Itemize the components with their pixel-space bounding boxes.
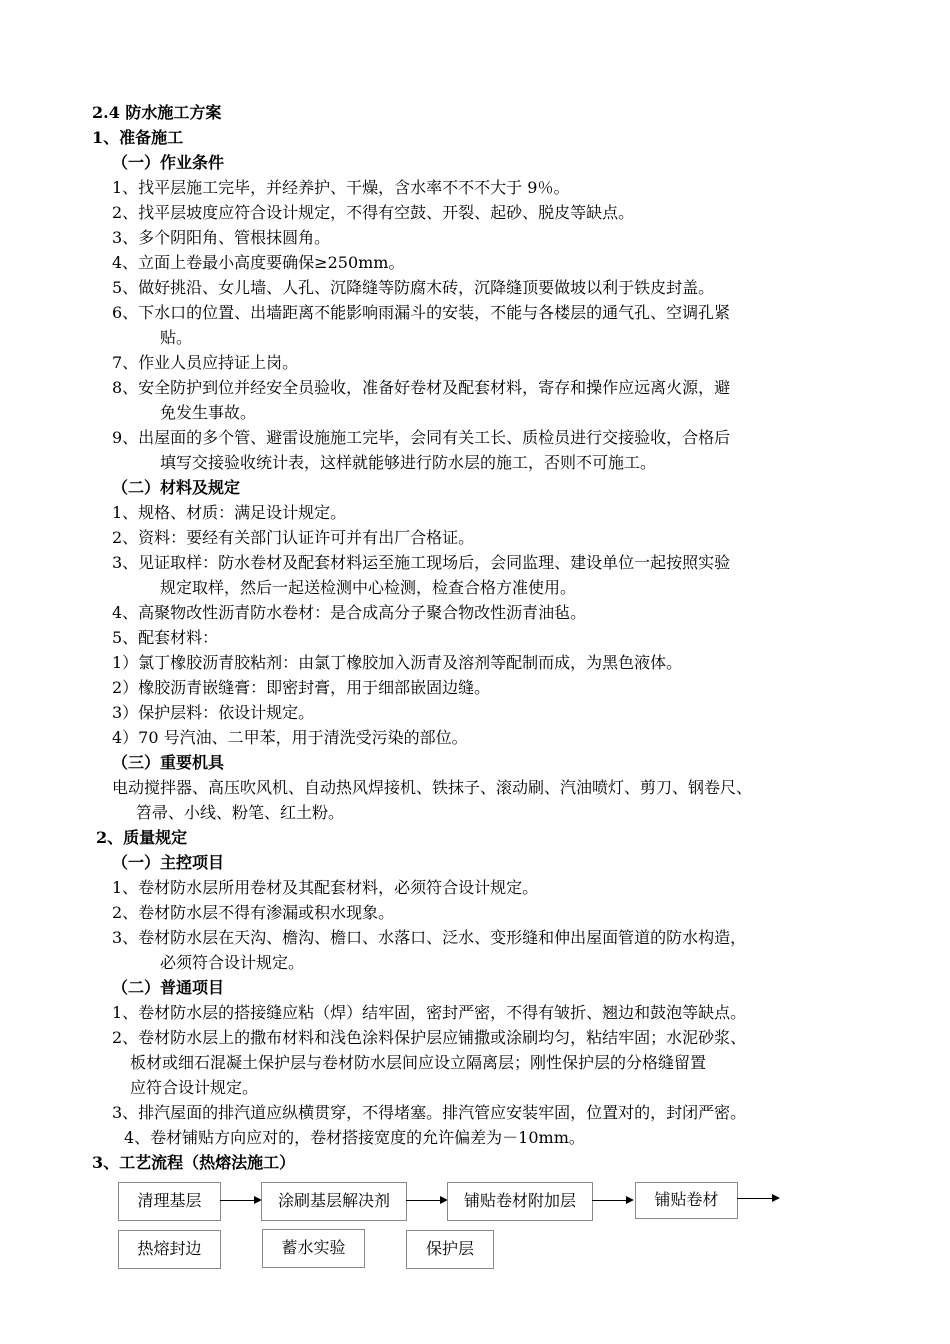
- general-item: 3、排汽屋面的排汽道应纵横贯穿，不得堵塞。排汽管应安装牢固，位置对的，封闭严密。: [112, 1103, 747, 1122]
- condition-item-continued: 填写交接验收统计表，这样就能够进行防水层的施工，否则不可施工。: [160, 453, 657, 472]
- flow-arrow: [737, 1198, 778, 1199]
- subheading-tools: （三）重要机具: [112, 753, 225, 772]
- flow-arrow: [220, 1200, 260, 1201]
- condition-item: 1、找平层施工完毕，并经养护、干燥，含水率不不不大于 9％。: [112, 178, 570, 197]
- general-item: 2、卷材防水层上的撒布材料和浅色涂料保护层应铺撒或涂刷均匀，粘结牢固；水泥砂浆、: [112, 1028, 747, 1047]
- material-item: 4、高聚物改性沥青防水卷材：是合成高分子聚合物改性沥青油毡。: [112, 603, 587, 622]
- general-item: 1、卷材防水层的搭接缝应粘（焊）结牢固，密封严密，不得有皱折、翘边和鼓泡等缺点。: [112, 1003, 747, 1022]
- condition-item: 7、作业人员应持证上岗。: [112, 353, 299, 372]
- main-item: 1、卷材防水层所用卷材及其配套材料，必须符合设计规定。: [112, 878, 539, 897]
- subheading-materials: （二）材料及规定: [112, 478, 241, 497]
- subheading-general-items: （二）普通项目: [112, 978, 225, 997]
- condition-item-continued: 免发生事故。: [160, 403, 257, 422]
- flow-step-protection-layer: 保护层: [406, 1230, 494, 1269]
- section-title: 2.4 防水施工方案: [92, 103, 222, 122]
- general-item-continued: 板材或细石混凝土保护层与卷材防水层间应设立隔离层；刚性保护层的分格缝留置: [130, 1053, 707, 1072]
- material-subitem: 2）橡胶沥青嵌缝膏：即密封膏，用于细部嵌固边缝。: [112, 678, 491, 697]
- flow-arrow: [592, 1200, 632, 1201]
- condition-item: 6、下水口的位置、出墙距离不能影响雨漏斗的安装，不能与各楼层的通气孔、空调孔紧: [112, 303, 731, 322]
- heading-prepare: 1、准备施工: [92, 128, 184, 147]
- material-subitem: 1）氯丁橡胶沥青胶粘剂：由氯丁橡胶加入沥青及溶剂等配制而成，为黑色液体。: [112, 653, 683, 672]
- main-item-continued: 必须符合设计规定。: [160, 953, 305, 972]
- condition-item: 9、出屋面的多个管、避雷设施施工完毕，会同有关工长、质检员进行交接验收，合格后: [112, 428, 731, 447]
- material-item: 3、见证取样：防水卷材及配套材料运至施工现场后，会同监理、建设单位一起按照实验: [112, 553, 731, 572]
- condition-item: 4、立面上卷最小高度要确保≥250mm。: [112, 253, 405, 272]
- subheading-main-items: （一）主控项目: [112, 853, 225, 872]
- condition-item-continued: 贴。: [160, 328, 193, 347]
- heading-quality: 2、质量规定: [96, 828, 188, 847]
- flow-step-heat-seal: 热熔封边: [118, 1230, 221, 1269]
- flow-step-primer: 涂刷基层解决剂: [261, 1182, 407, 1221]
- material-item: 1、规格、材质：满足设计规定。: [112, 503, 347, 522]
- condition-item: 8、安全防护到位并经安全员验收，准备好卷材及配套材料，寄存和操作应远离火源，避: [112, 378, 731, 397]
- flow-step-additional-layer: 铺贴卷材附加层: [447, 1182, 593, 1221]
- tools-text-continued: 笤帚、小线、粉笔、红土粉。: [136, 803, 345, 822]
- material-item: 5、配套材料：: [112, 628, 219, 647]
- flow-step-clean-base: 清理基层: [118, 1182, 221, 1221]
- material-item-continued: 规定取样，然后一起送检测中心检测，检查合格方准使用。: [160, 578, 577, 597]
- flow-arrow: [406, 1200, 446, 1201]
- tools-text: 电动搅拌器、高压吹风机、自动热风焊接机、铁抹子、滚动刷、汽油喷灯、剪刀、钢卷尺、: [112, 778, 753, 797]
- material-subitem: 3）保护层料：依设计规定。: [112, 703, 315, 722]
- flow-step-water-test: 蓄水实验: [262, 1229, 365, 1268]
- main-item: 2、卷材防水层不得有渗漏或积水现象。: [112, 903, 395, 922]
- material-item: 2、资料：要经有关部门认证许可并有出厂合格证。: [112, 528, 475, 547]
- subheading-conditions: （一）作业条件: [112, 153, 225, 172]
- condition-item: 2、找平层坡度应符合设计规定，不得有空鼓、开裂、起砂、脱皮等缺点。: [112, 203, 635, 222]
- condition-item: 3、多个阴阳角、管根抹圆角。: [112, 228, 331, 247]
- main-item: 3、卷材防水层在天沟、檐沟、檐口、水落口、泛水、变形缝和伸出屋面管道的防水构造，: [112, 928, 747, 947]
- material-subitem: 4）70 号汽油、二甲苯，用于清洗受污染的部位。: [112, 728, 468, 747]
- condition-item: 5、做好挑沿、女儿墙、人孔、沉降缝等防腐木砖，沉降缝顶要做坡以利于铁皮封盖。: [112, 278, 715, 297]
- general-item-continued: 应符合设计规定。: [130, 1078, 259, 1097]
- flow-step-lay-membrane: 铺贴卷材: [635, 1182, 738, 1219]
- heading-process: 3、工艺流程（热熔法施工）: [92, 1153, 296, 1172]
- general-item: 4、卷材铺贴方向应对的，卷材搭接宽度的允许偏差为－10mm。: [124, 1128, 585, 1147]
